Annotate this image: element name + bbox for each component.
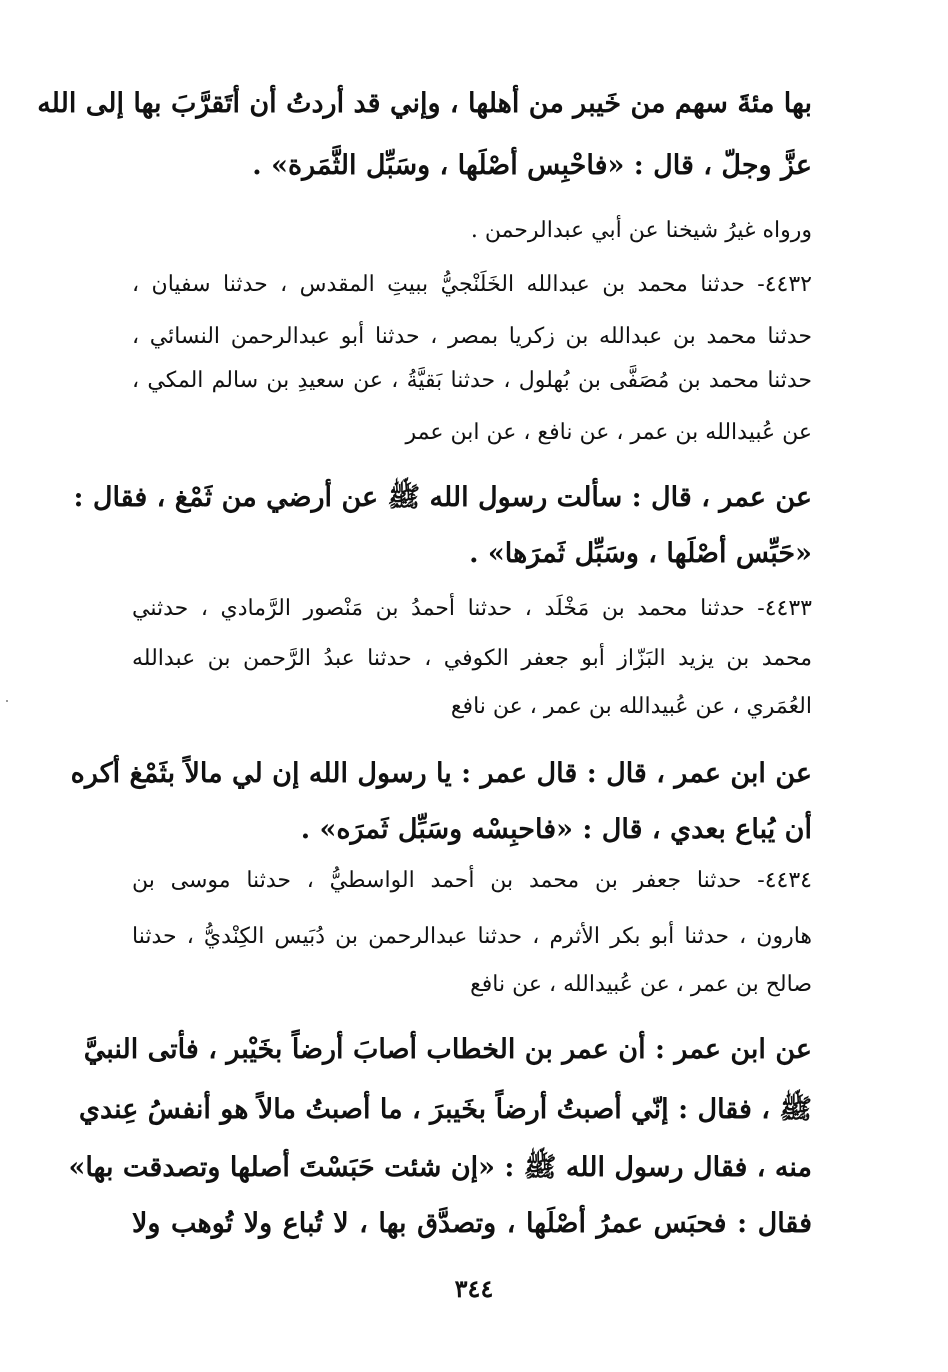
text-line: «حَبِّس أصْلَها ، وسَبِّل ثَمرَها» .: [469, 538, 812, 569]
text-line: منه ، فقال رسول الله ﷺ : «إن شئت حَبَسْتَ أصلها وتصدقت بها»: [68, 1152, 812, 1183]
text-line: ورواه غيرُ شيخنا عن أبي عبدالرحمن .: [470, 218, 812, 243]
text-line: عن ابن عمر : أن عمر بن الخطاب أصابَ أرضاً بخَيْبر ، فأتى النبيَّ: [83, 1034, 812, 1065]
text-line: حدثنا محمد بن مُصَفَّى بن بُهلول ، حدثنا بَقيَّةُ ، عن سعيدِ بن سالم المكي ،: [132, 368, 812, 393]
text-line: محمد بن يزيد البَزّاز أبو جعفر الكوفي ، حدثنا عبدُ الرَّحمن بن عبدالله: [132, 646, 812, 671]
text-line: حدثنا محمد بن عبدالله بن زكريا بمصر ، حدثنا أبو عبدالرحمن النسائي ،: [132, 324, 812, 349]
text-line: ٤٤٣٤- حدثنا جعفر بن محمد بن أحمد الواسطيُّ ، حدثنا موسى بن: [132, 868, 812, 893]
margin-mark: [6, 700, 8, 702]
text-line: ٤٤٣٢- حدثنا محمد بن عبدالله الخَلَنْجيُّ ببيتِ المقدس ، حدثنا سفيان ،: [132, 272, 812, 297]
text-line: صالح بن عمر ، عن عُبيدالله ، عن نافع: [470, 972, 812, 997]
text-line: ﷺ ، فقال : إنّي أصبتُ أرضاً بخَيبرَ ، ما أصبتُ مالاً هو أنفسُ عِندي: [78, 1094, 812, 1125]
text-line: عزَّ وجلّ ، قال : «فاحْبِس أصْلَها ، وسَبِّل الثَّمَرة» .: [252, 150, 812, 181]
text-line: هارون ، حدثنا أبو بكر الأثرم ، حدثنا عبدالرحمن بن دُبَيس الكِنْديُّ ، حدثنا: [132, 924, 812, 949]
text-line: فقال : فحبَس عمرُ أصْلَها ، وتصدَّق بها ، لا تُباع ولا تُوهب ولا: [132, 1208, 812, 1239]
text-line: عن ابن عمر ، قال : قال عمر : يا رسول الله إن لي مالاً بثَمْغ أكره: [70, 758, 812, 789]
text-line: ٤٤٣٣- حدثنا محمد بن مَخْلَد ، حدثنا أحمدُ بن مَنْصور الرَّمادي ، حدثني: [132, 596, 812, 621]
text-line: العُمَري ، عن عُبيدالله بن عمر ، عن نافع: [450, 694, 812, 719]
text-line: عن عُبيدالله بن عمر ، عن نافع ، عن ابن عمر: [405, 420, 812, 445]
text-line: بها مئةَ سهم من خَيبر من أهلها ، وإني قد أردتُ أن أتَقرَّبَ بها إلى الله: [37, 88, 812, 119]
page-number: ٣٤٤: [454, 1274, 494, 1303]
text-line: أن يُباع بعدي ، قال : «فاحبِسْه وسَبِّل ثَمرَه» .: [300, 814, 812, 845]
text-line: عن عمر ، قال : سألت رسول الله ﷺ عن أرضي من ثَمْغ ، فقال :: [73, 482, 812, 513]
